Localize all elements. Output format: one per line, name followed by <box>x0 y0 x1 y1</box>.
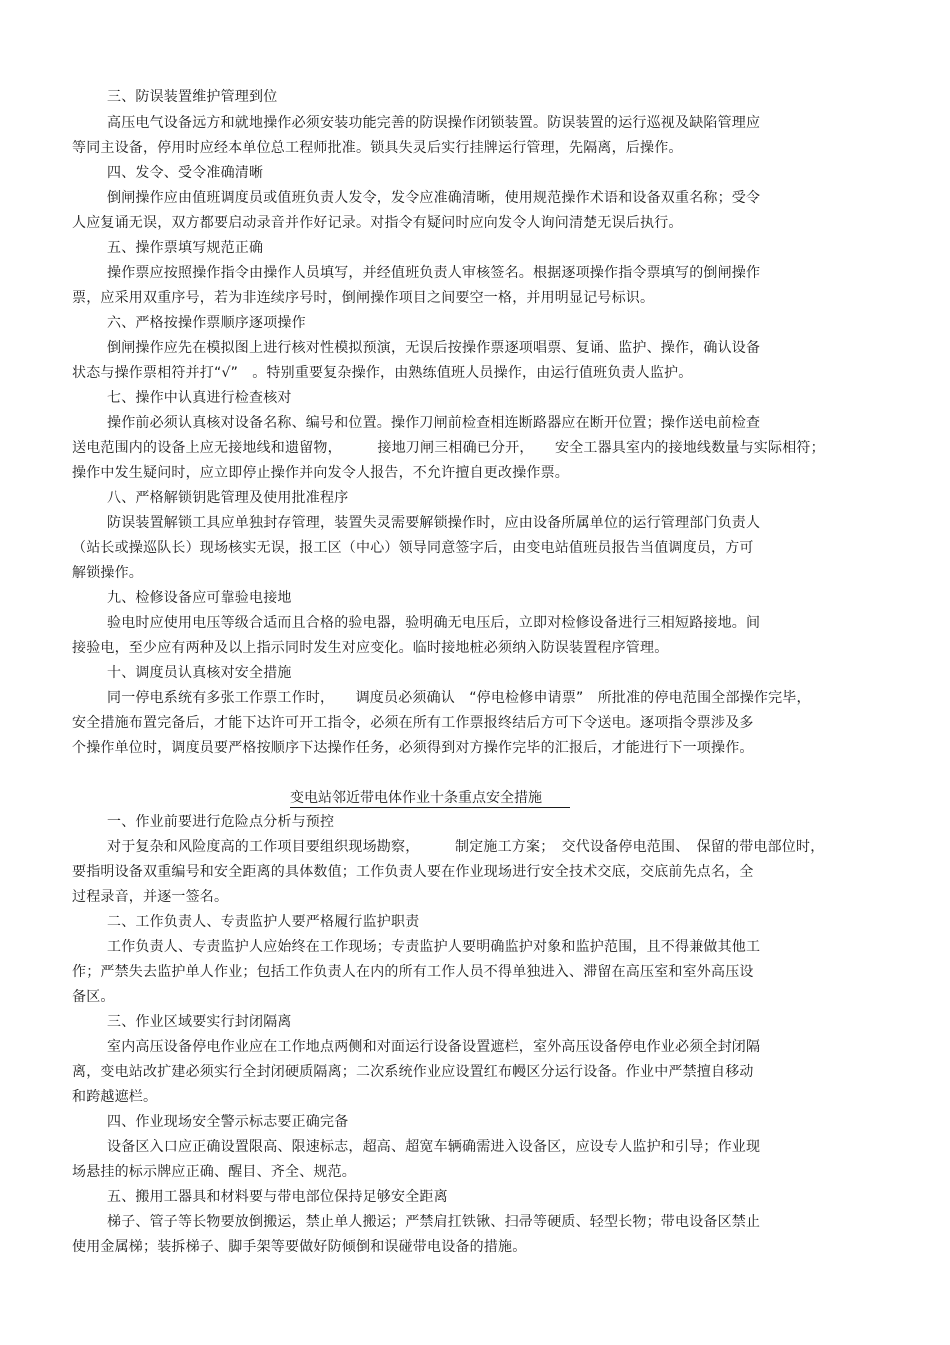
paragraph-line: 梯子、管子等长物要放倒搬运，禁止单人搬运；严禁肩扛铁锹、扫帚等硬质、轻型长物；带电设备区禁止 <box>107 1214 761 1230</box>
paragraph-line: 个操作单位时，调度员要严格按顺序下达操作任务，必须得到对方操作完毕的汇报后，才能进行下一项操作。 <box>72 740 754 756</box>
paragraph-line: 人应复诵无误，双方都要启动录音并作好记录。对指令有疑问时应向发令人询问清楚无误后执行。 <box>72 215 683 231</box>
paragraph-line: 室内高压设备停电作业应在工作地点两侧和对面运行设备设置遮栏，室外高压设备停电作业必须全封闭隔 <box>107 1039 761 1055</box>
paragraph-line: 验电时应使用电压等级合适而且合格的验电器，验明确无电压后，立即对检修设备进行三相短路接地。间 <box>107 615 761 631</box>
paragraph-line: 送电范围内的设备上应无接地线和遗留物， 接地刀闸三相确已分开， 安全工器具室内的接地线数量与实际相符； <box>72 440 825 456</box>
paragraph-line: 解锁操作。 <box>72 565 143 581</box>
section-heading: 四、发令、受令准确清晰 <box>107 165 264 181</box>
paragraph-line: 倒闸操作应先在模拟图上进行核对性模拟预演，无误后按操作票逐项唱票、复诵、监护、操作，确认设备 <box>107 340 761 356</box>
paragraph-line: 要指明设备双重编号和安全距离的具体数值；工作负责人要在作业现场进行安全技术交底，交底前先点名，全 <box>72 864 754 880</box>
section-heading: 十、调度员认真核对安全措施 <box>107 665 292 681</box>
paragraph-line: 工作负责人、专责监护人应始终在工作现场；专责监护人要明确监护对象和监护范围，且不得兼做其他工 <box>107 939 761 955</box>
paragraph-line: 使用金属梯；装拆梯子、脚手架等要做好防倾倒和误碰带电设备的措施。 <box>72 1239 527 1255</box>
section-heading: 九、检修设备应可靠验电接地 <box>107 590 292 606</box>
section-heading: 三、防误装置维护管理到位 <box>107 89 278 105</box>
section-heading: 六、严格按操作票顺序逐项操作 <box>107 315 306 331</box>
paragraph-line: 操作中发生疑问时，应立即停止操作并向发令人报告，不允许擅自更改操作票。 <box>72 465 569 481</box>
paragraph-line: 安全措施布置完备后，才能下达许可开工指令，必须在所有工作票报终结后方可下令送电。逐项指令票涉及多 <box>72 715 754 731</box>
paragraph-line: 离，变电站改扩建必须实行全封闭硬质隔离；二次系统作业应设置红布幔区分运行设备。作业中严禁擅自移动 <box>72 1064 754 1080</box>
paragraph-line: 操作前必须认真核对设备名称、编号和位置。操作刀闸前检查相连断路器应在断开位置；操作送电前检查 <box>107 415 761 431</box>
paragraph-line: 作；严禁失去监护单人作业；包括工作负责人在内的所有工作人员不得单独进入、滞留在高压室和室外高压设 <box>72 964 754 980</box>
paragraph-line: 对于复杂和风险度高的工作项目要组织现场勘察， 制定施工方案； 交代设备停电范围、 保留的带电部位时， <box>107 839 825 855</box>
paragraph-line: 场悬挂的标示牌应正确、醒目、齐全、规范。 <box>72 1164 356 1180</box>
section-heading: 七、操作中认真进行检查核对 <box>107 390 292 406</box>
paragraph-line: （站长或操巡队长）现场核实无误，报工区（中心）领导同意签字后，由变电站值班员报告当值调度员，方可 <box>72 540 754 556</box>
paragraph-line: 等同主设备，停用时应经本单位总工程师批准。锁具失灵后实行挂牌运行管理，先隔离，后操作。 <box>72 140 683 156</box>
paragraph-line: 倒闸操作应由值班调度员或值班负责人发令，发令应准确清晰，使用规范操作术语和设备双重名称；受令 <box>107 190 761 206</box>
paragraph-line: 操作票应按照操作指令由操作人员填写，并经值班负责人审核签名。根据逐项操作指令票填写的倒闸操作 <box>107 265 761 281</box>
document-title: 变电站邻近带电体作业十条重点安全措施 <box>290 789 570 808</box>
paragraph-line: 设备区入口应正确设置限高、限速标志，超高、超宽车辆确需进入设备区，应设专人监护和引导；作业现 <box>107 1139 761 1155</box>
paragraph-line: 接验电，至少应有两种及以上指示同时发生对应变化。临时接地桩必须纳入防误装置程序管理。 <box>72 640 669 656</box>
section-heading: 八、严格解锁钥匙管理及使用批准程序 <box>107 490 349 506</box>
paragraph-line: 和跨越遮栏。 <box>72 1089 158 1105</box>
section-heading: 三、作业区域要实行封闭隔离 <box>107 1014 292 1030</box>
paragraph-line: 过程录音，并逐一签名。 <box>72 889 229 905</box>
paragraph-line: 防误装置解锁工具应单独封存管理，装置失灵需要解锁操作时，应由设备所属单位的运行管理部门负责人 <box>107 515 761 531</box>
section-heading: 五、操作票填写规范正确 <box>107 240 264 256</box>
paragraph-line: 状态与操作票相符并打“√” 。特别重要复杂操作，由熟练值班人员操作，由运行值班负责人监护。 <box>72 365 693 381</box>
paragraph-line: 备区。 <box>72 989 115 1005</box>
paragraph-line: 票，应采用双重序号，若为非连续序号时，倒闸操作项目之间要空一格，并用明显记号标识。 <box>72 290 655 306</box>
section-heading: 一、作业前要进行危险点分析与预控 <box>107 814 335 830</box>
section-heading: 五、搬用工器具和材料要与带电部位保持足够安全距离 <box>107 1189 448 1205</box>
section-heading: 二、工作负责人、专责监护人要严格履行监护职责 <box>107 914 420 930</box>
section-heading: 四、作业现场安全警示标志要正确完备 <box>107 1114 349 1130</box>
paragraph-line: 高压电气设备远方和就地操作必须安装功能完善的防误操作闭锁装置。防误装置的运行巡视及缺陷管理应 <box>107 115 761 131</box>
paragraph-line: 同一停电系统有多张工作票工作时， 调度员必须确认 “停电检修申请票” 所批准的停电范围全部操作完毕， <box>107 690 811 706</box>
